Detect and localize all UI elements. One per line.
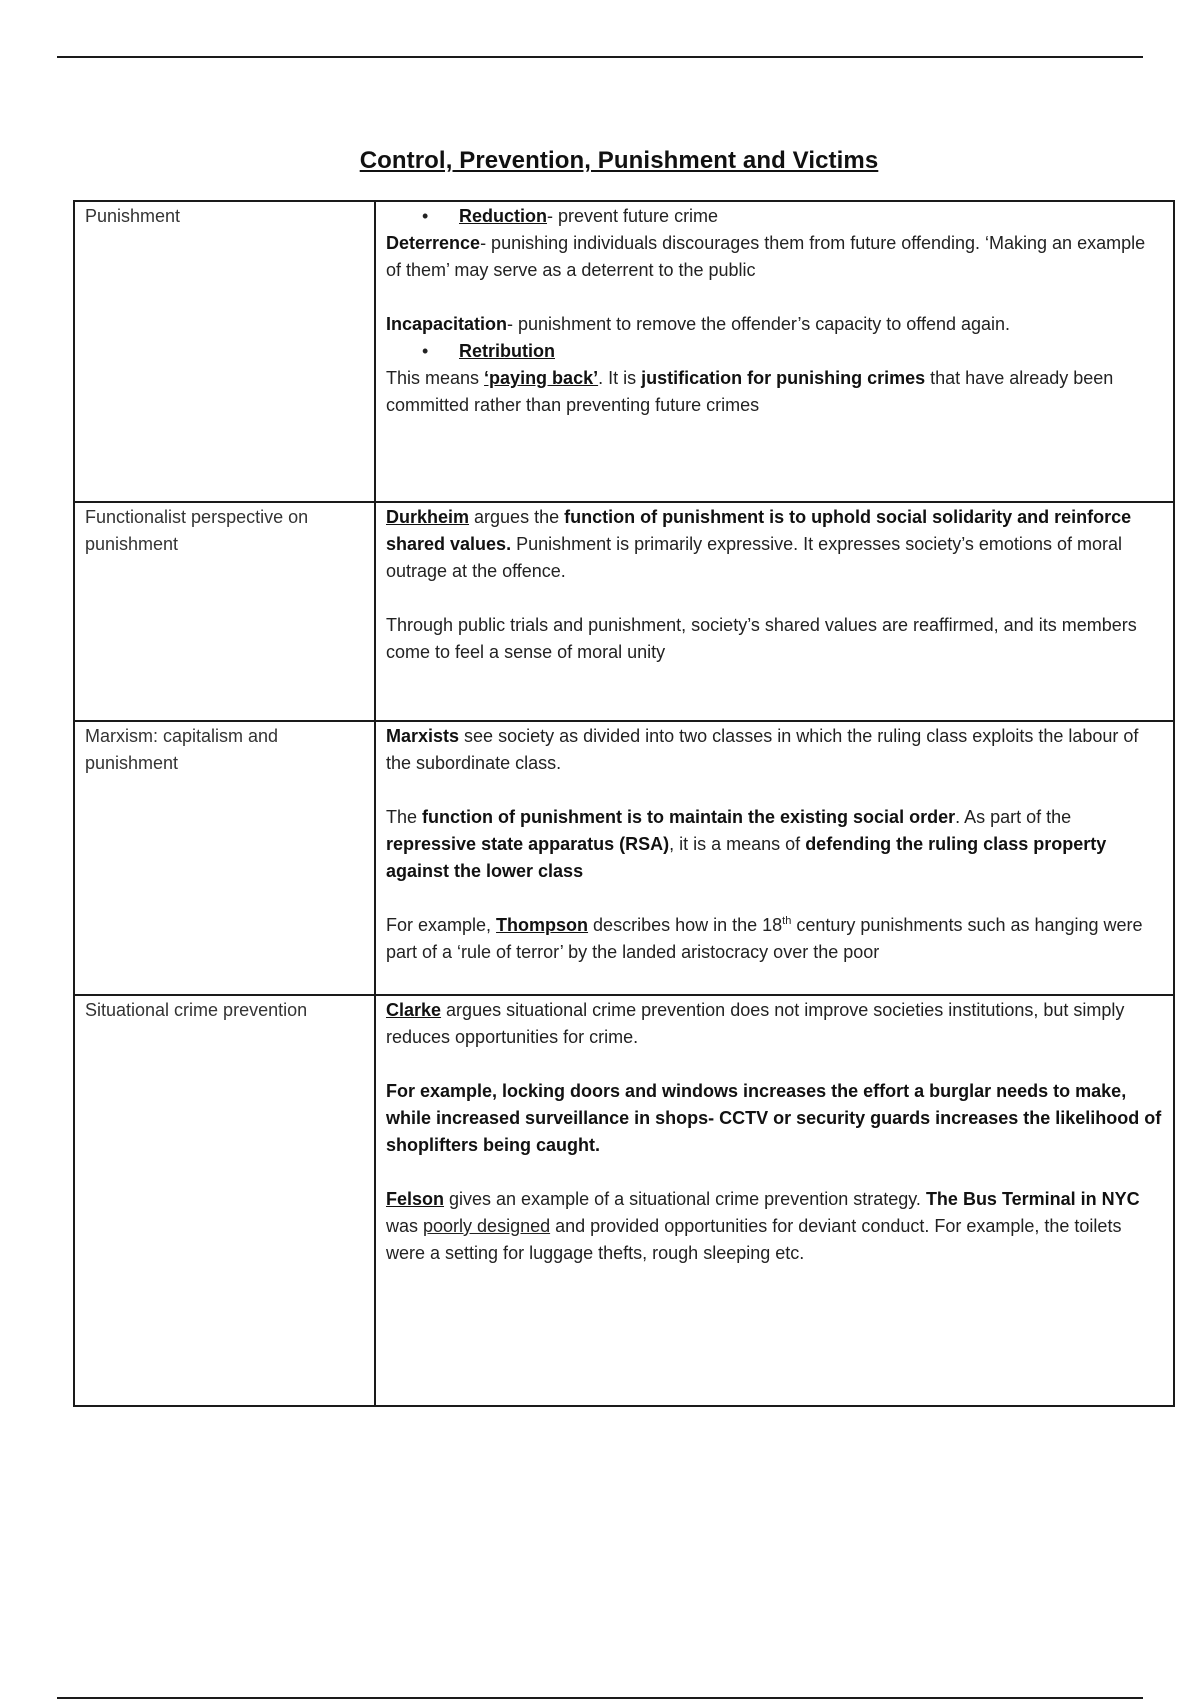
page-title: Control, Prevention, Punishment and Victims: [359, 147, 879, 174]
notes-table: [73, 200, 1175, 1407]
poorly-designed-term: poorly designed: [423, 1216, 551, 1236]
felson-paragraph: [386, 1186, 1163, 1267]
table-row: [74, 995, 1174, 1406]
row-label: Functionalist perspective on punishment: [74, 502, 375, 721]
paragraph-text: describes how in the 18: [588, 915, 783, 935]
ordinal-suffix: th: [782, 915, 792, 927]
incapacitation-paragraph: [386, 311, 1163, 338]
paying-back-term: ‘paying back’: [484, 368, 599, 388]
key-point: function of punishment is to uphold social solidarity and reinforce shared values.: [386, 507, 1132, 554]
incapacitation-text: - punishment to remove the offender’s capacity to offend again.: [507, 314, 1011, 334]
paragraph-text: . As part of the: [955, 807, 1072, 827]
row-content: [375, 201, 1174, 502]
key-point: defending the ruling class property against the lower class: [386, 834, 1107, 881]
reduction-text: - prevent future crime: [547, 206, 719, 226]
paragraph-text: The: [386, 807, 423, 827]
paragraph-text: argues the: [469, 507, 565, 527]
paragraph-text: was: [386, 1216, 424, 1236]
retribution-text: that have already been committed rather than preventing future crimes: [386, 368, 1114, 415]
thompson-name: Thompson: [496, 915, 589, 935]
marxists-name: Marxists: [386, 726, 460, 746]
felson-name: Felson: [386, 1189, 445, 1209]
bullet-icon: •: [422, 341, 429, 361]
row-content: [375, 721, 1174, 995]
paragraph-text: and provided opportunities for deviant conduct. For example, the toilets were a setting for luggage thefts, rough sleeping etc.: [386, 1216, 1122, 1263]
deterrence-paragraph: [386, 230, 1163, 284]
thompson-paragraph: [386, 912, 1163, 966]
durkheim-paragraph: [386, 504, 1163, 585]
deterrence-term: Deterrence: [386, 233, 481, 253]
key-point: The Bus Terminal in NYC: [925, 1189, 1140, 1209]
table-row: [74, 201, 1174, 502]
retribution-heading: Retribution: [459, 341, 555, 361]
paragraph-text: Punishment is primarily expressive. It expresses society’s emotions of moral outrage at the offence.: [386, 534, 1122, 581]
key-point: function of punishment is to maintain the existing social order: [422, 807, 956, 827]
incapacitation-term: Incapacitation: [386, 314, 508, 334]
paragraph-text: gives an example of a situational crime prevention strategy.: [444, 1189, 926, 1209]
paragraph-text: For example,: [386, 915, 497, 935]
paragraph-text: century punishments such as hanging were part of a ‘rule of terror’ by the landed aristocracy over the poor: [386, 915, 1143, 962]
paragraph-text: , it is a means of: [669, 834, 806, 854]
clarke-name: Clarke: [386, 1000, 442, 1020]
table-row: [74, 502, 1174, 721]
durkheim-name: Durkheim: [386, 507, 470, 527]
paragraph-text: argues situational crime prevention does not improve societies institutions, but simply reduces opportunities for crime.: [386, 1000, 1125, 1047]
retribution-paragraph: [386, 365, 1163, 419]
paragraph-text: see society as divided into two classes in which the ruling class exploits the labour of the subordinate class.: [386, 726, 1139, 773]
row-label: Marxism: capitalism and punishment: [74, 721, 375, 995]
clarke-paragraph: [386, 997, 1163, 1051]
reduction-heading: Reduction: [459, 206, 547, 226]
marxists-paragraph: [386, 723, 1163, 777]
header-rule: [57, 56, 1143, 58]
bullet-icon: •: [422, 206, 429, 226]
example-paragraph: For example, locking doors and windows increases the effort a burglar needs to make, while increased surveillance in shops- CCTV or security guards increases the likelihood of shoplifters being caught.: [386, 1081, 1162, 1155]
function-paragraph: [386, 804, 1163, 885]
retribution-text: This means: [386, 368, 485, 388]
public-trials-paragraph: Through public trials and punishment, society’s shared values are reaffirmed, and its members come to feel a sense of moral unity: [386, 615, 1137, 662]
table-row: [74, 721, 1174, 995]
deterrence-text: - punishing individuals discourages them from future offending. ‘Making an example of them’ may serve as a deterrent to the public: [386, 233, 1146, 280]
row-content: [375, 502, 1174, 721]
justification-term: justification for punishing crimes: [641, 368, 926, 388]
row-label: Punishment: [74, 201, 375, 502]
footer-rule: [57, 1697, 1143, 1699]
list-item: [386, 203, 1163, 230]
retribution-text: . It is: [598, 368, 642, 388]
row-label: Situational crime prevention: [74, 995, 375, 1406]
list-item: [386, 338, 1163, 365]
key-point: repressive state apparatus (RSA): [386, 834, 670, 854]
row-content: [375, 995, 1174, 1406]
